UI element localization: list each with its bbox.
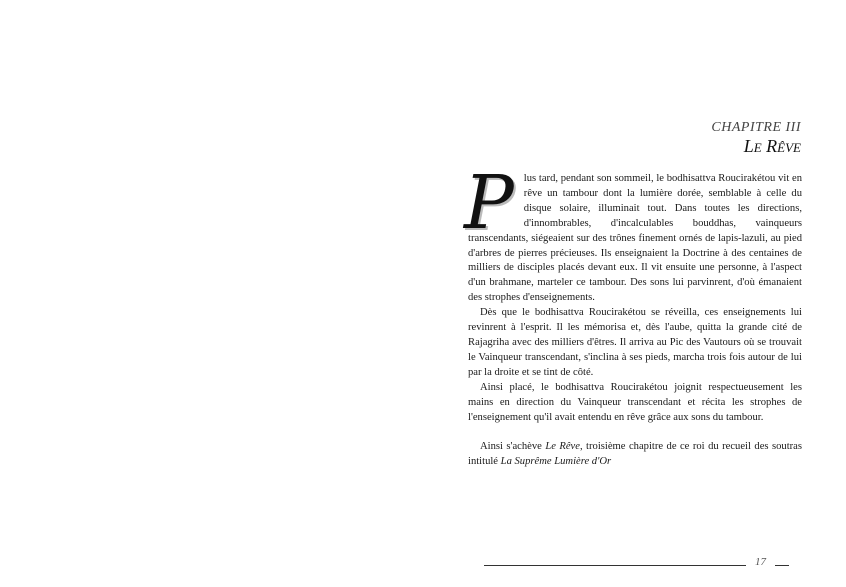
paragraph-2: Dès que le bodhisattva Roucirakétou se réveilla, ces enseignements lui revinrent à l'esprit. Il les mémorisa et, dès l'aube, quitta la grande cité de Rajagriha avec des milliers d'êtres. Il arriva au Pic des Vautours où se trouvait le Vainqueur transcendant, s'inclina à ses pieds, marcha trois fois autour de lui par la droite et se tint de côté. [468,307,802,378]
chapter-body [464,160,802,470]
footer-rule [484,565,746,566]
closing-text-a: Ainsi s'achève [480,441,546,453]
closing-text-b: , troisième chapitre de ce roi du recueil des soutras intitulé [468,441,802,468]
chapter-heading [711,120,801,157]
book-title-reference: La Suprême Lumière d'Or [500,456,612,468]
chapter-number: CHAPITRE III [711,120,801,135]
paragraph-1-text: lus tard, pendant son sommeil, le bodhisattva Roucirakétou vit en rêve un tambour dont la lumière dorée, semblable à celle du disque solaire, illuminait tout. Dans toutes les directions, d'innombrables, d'incalculables bouddhas, vainqueurs transcendants, siégeaient sur des trônes finement ornés de lapis-lazuli, au pied d'arbres de pierres précieuses. Ils enseignaient la Doctrine à des centaines de milliers de disciples placés devant eux. Il vit ensuite une personne, à l'aspect d'un brahmane, marteler ce tambour. Des sons lui parvinrent, d'où émanaient des strophes d'enseignements. [468,173,802,304]
paragraph-3: Ainsi placé, le bodhisattva Roucirakétou joignit respectueusement les mains en direction du Vainqueur transcendant et récita les strophes de l'enseignement qu'il avait entendu en rêve grâce aux sons du tambour. [468,381,802,423]
chapter-title: Le Rêve [743,136,801,157]
chapter-title-reference: Le Rêve [545,441,580,453]
page-number: 17 [755,556,766,568]
paragraph-1 [464,160,802,306]
footer-dash [775,565,789,566]
paragraph-4 [468,440,802,470]
drop-cap: P [464,160,514,246]
